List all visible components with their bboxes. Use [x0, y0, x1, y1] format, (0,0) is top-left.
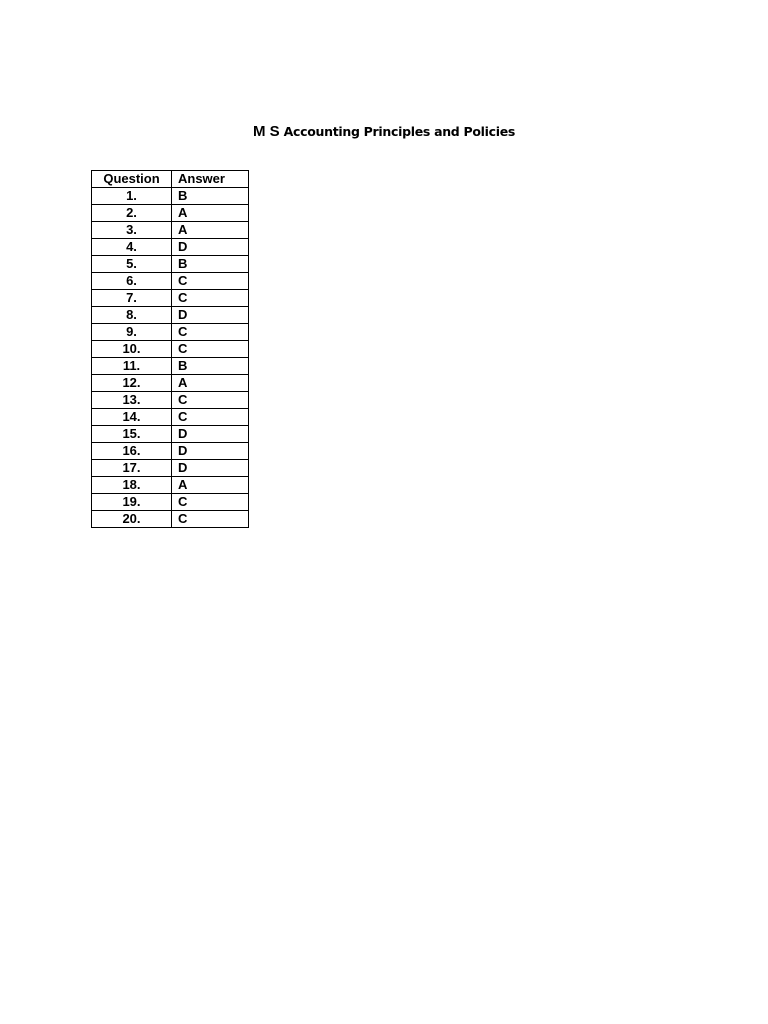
question-number: 13.: [92, 392, 172, 409]
table-row: [92, 239, 249, 256]
answer-letter: A: [172, 375, 249, 392]
question-number: 2.: [92, 205, 172, 222]
answer-letter: C: [172, 494, 249, 511]
answer-letter: D: [172, 239, 249, 256]
question-number: 7.: [92, 290, 172, 307]
title-text: Accounting Principles and Policies: [283, 124, 516, 139]
table-row: [92, 392, 249, 409]
answer-letter: D: [172, 307, 249, 324]
answer-letter: D: [172, 443, 249, 460]
table-row: [92, 324, 249, 341]
question-header: Question: [92, 171, 172, 188]
answer-letter: A: [172, 205, 249, 222]
table-row: [92, 426, 249, 443]
answer-letter: C: [172, 273, 249, 290]
question-number: 17.: [92, 460, 172, 477]
answer-letter: C: [172, 511, 249, 528]
table-row: [92, 290, 249, 307]
question-number: 9.: [92, 324, 172, 341]
title-prefix: M S: [252, 123, 280, 140]
answer-letter: A: [172, 222, 249, 239]
table-row: [92, 358, 249, 375]
answer-letter: C: [172, 324, 249, 341]
table-row: [92, 222, 249, 239]
question-number: 3.: [92, 222, 172, 239]
question-number: 14.: [92, 409, 172, 426]
table-row: [92, 375, 249, 392]
question-number: 1.: [92, 188, 172, 205]
table-row: [92, 409, 249, 426]
answer-letter: B: [172, 358, 249, 375]
question-number: 4.: [92, 239, 172, 256]
table-row: [92, 443, 249, 460]
question-number: 5.: [92, 256, 172, 273]
table-row: [92, 460, 249, 477]
question-number: 20.: [92, 511, 172, 528]
page-title: [0, 122, 768, 142]
answer-letter: B: [172, 188, 249, 205]
question-number: 10.: [92, 341, 172, 358]
answer-letter: C: [172, 409, 249, 426]
question-number: 12.: [92, 375, 172, 392]
question-number: 16.: [92, 443, 172, 460]
answer-letter: C: [172, 290, 249, 307]
question-number: 18.: [92, 477, 172, 494]
answer-letter: C: [172, 341, 249, 358]
answer-letter: D: [172, 460, 249, 477]
question-number: 8.: [92, 307, 172, 324]
answer-letter: D: [172, 426, 249, 443]
answer-header: Answer: [172, 171, 249, 188]
answer-letter: C: [172, 392, 249, 409]
table-row: [92, 205, 249, 222]
question-number: 19.: [92, 494, 172, 511]
table-row: [92, 273, 249, 290]
table-row: [92, 511, 249, 528]
table-row: [92, 341, 249, 358]
question-number: 11.: [92, 358, 172, 375]
table-row: [92, 256, 249, 273]
question-number: 6.: [92, 273, 172, 290]
answer-letter: A: [172, 477, 249, 494]
answer-letter: B: [172, 256, 249, 273]
table-header-row: [92, 171, 249, 188]
table-row: [92, 494, 249, 511]
table-row: [92, 307, 249, 324]
answer-table: [91, 170, 249, 528]
table-row: [92, 477, 249, 494]
table-row: [92, 188, 249, 205]
question-number: 15.: [92, 426, 172, 443]
